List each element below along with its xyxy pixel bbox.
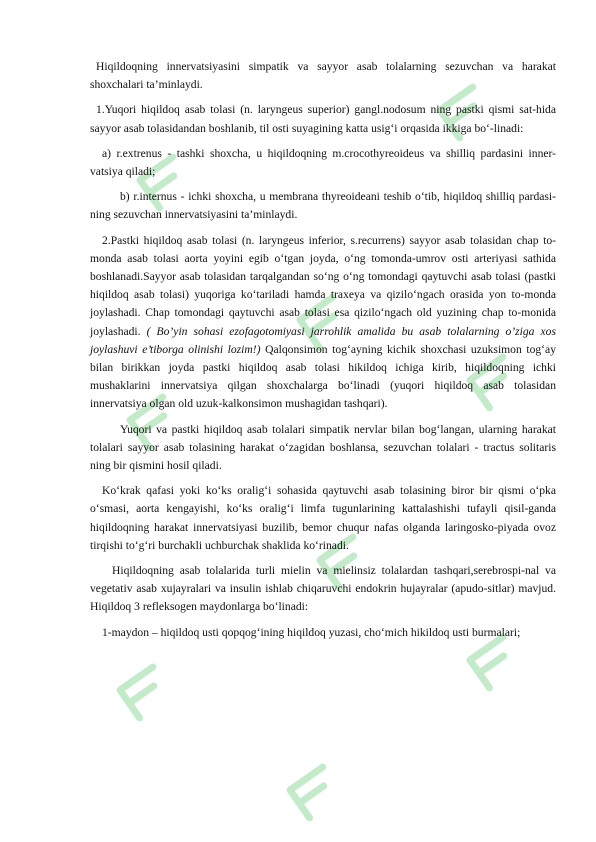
paragraph-reflexogenic-zone-1: 1-maydon – hiqildoq usti qopqog‘ining hiqildoq yuzasi, cho‘mich hikildoq usti burmalari; <box>102 625 521 639</box>
watermark-mark <box>120 667 172 718</box>
paragraph-clinical-note: Ko‘krak qafasi yoki ko‘ks oralig‘i sohasida qaytuvchi asab tolasining biror bir qismi o‘pka o‘smasi, aorta kengayishi, ko‘ks oralig‘i limfa tugunlarining kattalashishi tufayli qisil-ganda hiqildoqning harakat innervatsiyasi buzilib, bemor chuqur nafas olganda laringosko-piyada ovoz tirqishi to‘g‘ri burchakli uchburchak shaklida ko‘rinadi. <box>90 484 556 552</box>
paragraph-fiber-types: Hiqildoqning asab tolalarida turli mielin va mielinsiz tolalardan tashqari,serebrospi-nal va vegetativ asab xujayralari va insulin ishlab chiqaruvchi endokrin hujayralar (apudo-sitlar) mavjud. Hiqildoq 3 refleksogen maydonlarga bo‘linadi: <box>90 564 556 614</box>
paragraph-text: 2.Pastki hiqildoq asab tolasi (n. laryngeus inferior, s.recurrens) sayyor asab tolasidan chap to-monda asab tolasi aorta yoyini egib o‘tgan joyda, o‘ng tomonda-umrov osti arteriyasi sathida boshlanadi.Sayyor asab tolasidan tarqalgandan so‘ng o‘ng tomondagi qaytuvchi asab tolasi (pastki hiqildoq asab tolasi) yuqoriga ko‘tariladi hamda traxeya va qizilo‘ngach orasida yon to-monda joylashadi. Chap tomondagi qaytuvchi asab tolasi esa qizilo‘ngach old yuzining chap to-monida joylashadi. <box>90 233 556 338</box>
paragraph-superior-laryngeal-nerve: 1.Yuqori hiqildoq asab tolasi (n. laryngeus superior) gangl.nodosum ning pastki qismi sat-hida sayyor asab tolasidandan boshlanib, til osti suyagining katta usig‘i orqasida ikkiga bo‘-linadi: <box>90 103 556 135</box>
paragraph-external-branch: a) r.extrenus - tashki shoxcha, u hiqildoqning m.crocothyreoideus va shilliq pardasini inner-vatsiya qiladi; <box>90 146 556 179</box>
paragraph-text-continued: Qalqonsimon tog‘ayning kichik shoxchasi uzuksimon tog‘ay bilan birikkan joyda pastki hiqildoq asab tolasi hikildoq ichiga kirib, hiqildoqning ichki mushaklarini innervatsiya qilgan shoxchalarga bo‘linadi (yuqori hiqildoq asab tolasidan innervatsiya olgan old uzuk-kalkonsimon mushagidan tashqari). <box>90 342 556 411</box>
italic-note: ( Bo’yin sohasi ezofagotomiyasi jarrohlik amalida bu asab tolalarning o’ziga xos joylashuvi e’tiborga olinishi lozim!) <box>90 324 556 356</box>
paragraph-intro: Hiqildoqning innervatsiyasini simpatik va sayyor asab tolalarning sezuvchan va harakat shoxchalari ta’minlaydi. <box>90 60 556 92</box>
paragraph-inferior-laryngeal-nerve <box>90 232 556 414</box>
watermark-mark <box>290 767 342 818</box>
paragraph-sympathetic-connections: Yuqori va pastki hiqildoq asab tolalari simpatik nervlar bilan bog‘langan, ularning harakat tolalari sayyor asab tolasining harakat o‘zagidan boshlansa, sezuvchan tolalari - tractus solitaris ning bir qismini hosil qiladi. <box>90 422 556 473</box>
document-body <box>90 58 556 649</box>
paragraph-internal-branch: b) r.internus - ichki shoxcha, u membrana thyreoideani teshib o‘tib, hiqildoq shilliq pardasi-ning sezuvchan innervatsiyasini ta’minlaydi. <box>90 190 556 222</box>
